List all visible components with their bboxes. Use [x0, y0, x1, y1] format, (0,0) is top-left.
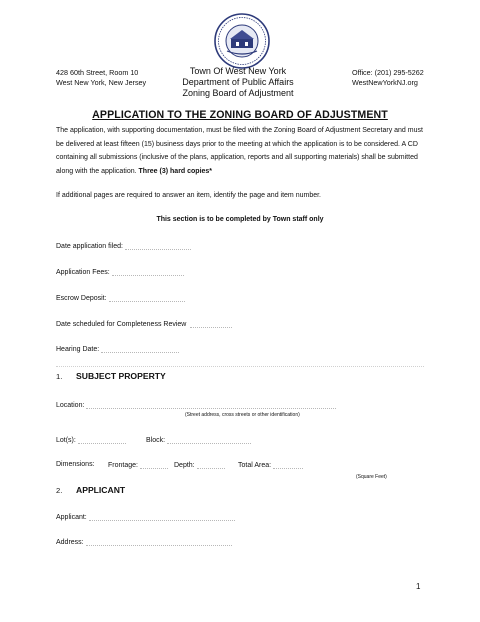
section-1-heading [56, 371, 166, 381]
location-label: Location: [56, 402, 85, 409]
office-phone: Office: (201) 295-5262 [352, 68, 424, 77]
escrow-field[interactable] [56, 294, 185, 302]
completeness-label: Date scheduled for Completeness Review [56, 321, 187, 328]
escrow-line[interactable] [109, 294, 185, 302]
block-label: Block: [146, 437, 166, 444]
intro-text: The application, with supporting documentation, must be filed with the Zoning Board of Adjustment Secretary and must be delivered at least fifteen (15) business days prior to the meeting at which the application is to be considered. A CD containing all submissions (inclusive of the plans, application, reports and all supporting materials) shall be submitted along with the application. [56, 127, 423, 175]
section-2-heading [56, 485, 125, 495]
location-hint: (Street address, cross streets or other identification) [185, 412, 300, 418]
lots-field[interactable] [56, 436, 126, 444]
board-name: Zoning Board of Adjustment [182, 88, 294, 98]
frontage-field[interactable] [108, 461, 168, 469]
depth-line[interactable] [197, 461, 225, 469]
depth-label: Depth: [174, 462, 195, 469]
header-address [56, 68, 146, 88]
completeness-line[interactable] [190, 320, 232, 328]
area-unit: (Square Feet) [356, 474, 387, 480]
fees-label: Application Fees: [56, 269, 110, 276]
additional-pages-note: If additional pages are required to answer an item, identify the page and item number. [56, 192, 321, 199]
intro-paragraph [56, 124, 428, 178]
escrow-label: Escrow Deposit: [56, 295, 107, 302]
address-field[interactable] [56, 538, 232, 546]
header-contact [352, 68, 424, 88]
block-field[interactable] [146, 436, 251, 444]
date-filed-field[interactable] [56, 242, 191, 250]
frontage-label: Frontage: [108, 462, 138, 469]
lots-line[interactable] [78, 436, 126, 444]
dimensions-label-wrap [56, 461, 95, 468]
hearing-field[interactable] [56, 345, 179, 353]
frontage-line[interactable] [140, 461, 168, 469]
address-line-2: West New York, New Jersey [56, 78, 147, 87]
lots-label: Lot(s): [56, 437, 76, 444]
total-area-label: Total Area: [238, 462, 272, 469]
department-name: Department of Public Affairs [182, 77, 294, 87]
hearing-line[interactable] [101, 345, 179, 353]
section-1-number: 1. [56, 372, 63, 381]
document-title: APPLICATION TO THE ZONING BOARD OF ADJUSTMENT [92, 109, 388, 121]
date-filed-line[interactable] [125, 242, 191, 250]
section-divider [56, 366, 424, 367]
intro-bold: Three (3) hard copies* [138, 167, 213, 175]
applicant-label: Applicant: [56, 514, 87, 521]
applicant-field[interactable] [56, 513, 235, 521]
section-2-title: APPLICANT [76, 485, 126, 495]
date-filed-label: Date application filed: [56, 243, 123, 250]
page-number: 1 [416, 582, 421, 591]
fees-field[interactable] [56, 268, 184, 276]
website: WestNewYorkNJ.org [352, 78, 418, 87]
address-line-1: 428 60th Street, Room 10 [56, 68, 139, 77]
hearing-label: Hearing Date: [56, 346, 100, 353]
depth-field[interactable] [174, 461, 225, 469]
total-area-line[interactable] [273, 461, 303, 469]
total-area-field[interactable] [238, 461, 303, 469]
section-1-title: SUBJECT PROPERTY [76, 371, 166, 381]
section-2-number: 2. [56, 486, 63, 495]
completeness-field[interactable] [56, 320, 232, 328]
header-organization [170, 66, 306, 99]
address-line[interactable] [86, 538, 232, 546]
dimensions-label: Dimensions: [56, 461, 95, 468]
address-label: Address: [56, 539, 84, 546]
location-line[interactable] [86, 401, 336, 409]
location-field[interactable] [56, 401, 336, 409]
town-seal-logo [214, 13, 270, 69]
applicant-line[interactable] [89, 513, 235, 521]
staff-only-heading: This section is to be completed by Town staff only [156, 216, 324, 223]
block-line[interactable] [167, 436, 251, 444]
fees-line[interactable] [112, 268, 184, 276]
town-name: Town Of West New York [189, 66, 287, 76]
